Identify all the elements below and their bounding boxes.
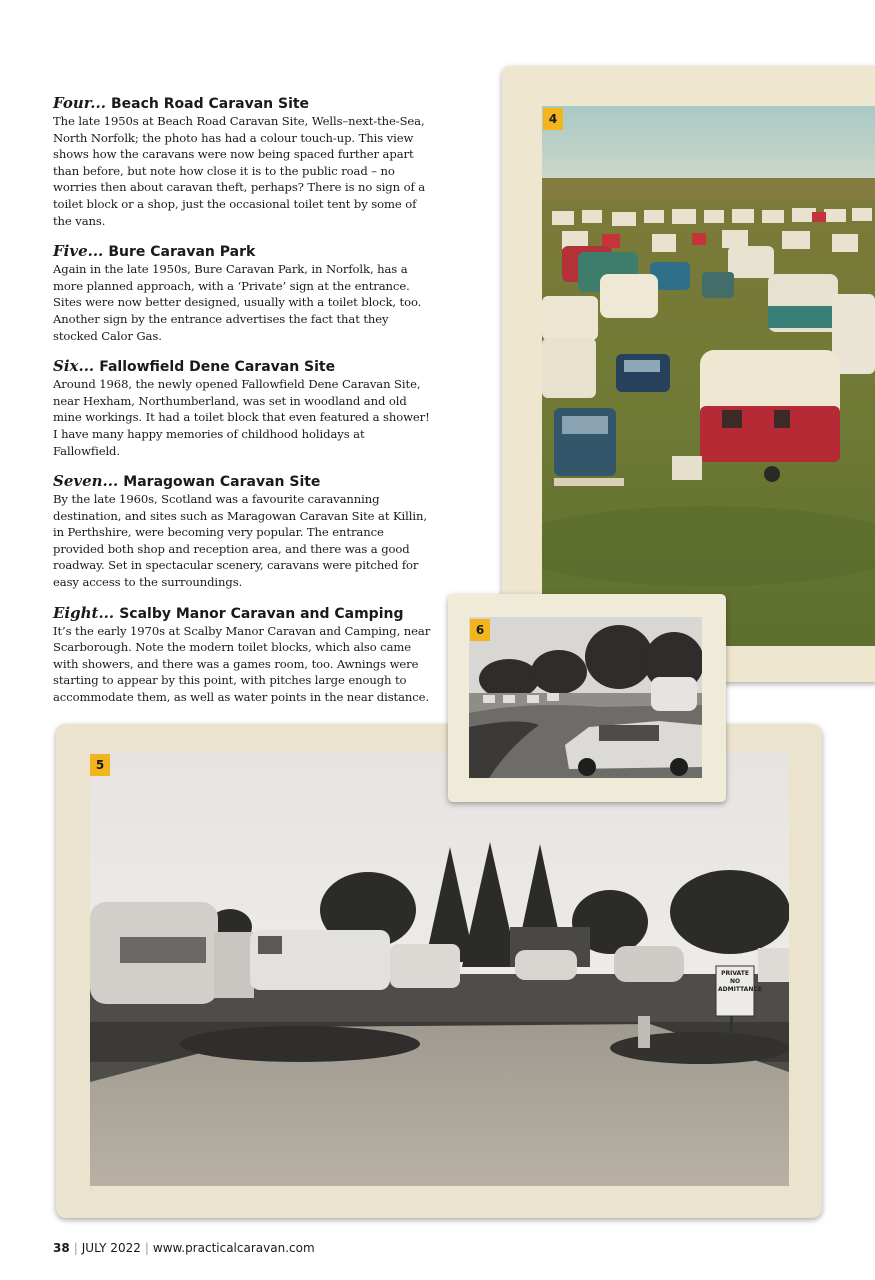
section-number: Seven...: [53, 472, 119, 491]
section-body: The late 1950s at Beach Road Caravan Site, Wells–next-the-Sea, North Norfolk; the photo has had a colour touch-up. This view shows how the caravans were now being spaced further apart than before, but note how close it is to the public road – no worries then about caravan theft, perhaps? There is no sign of a toilet block or a shop, just the occasional toilet tent by some of the vans.: [53, 114, 426, 228]
photo-4-image: [542, 106, 875, 646]
section-five: [53, 242, 431, 344]
photo-5-badge: 5: [90, 754, 110, 776]
section-title: Beach Road Caravan Site: [111, 96, 310, 112]
footer-separator: |: [144, 1241, 149, 1255]
section-four: [53, 94, 431, 229]
section-heading: [53, 242, 431, 261]
page-number: 38: [53, 1241, 70, 1255]
photo-4-badge: 4: [543, 108, 563, 130]
page-footer: [53, 1241, 315, 1255]
section-title: Bure Caravan Park: [108, 244, 256, 261]
section-body: By the late 1960s, Scotland was a favourite caravanning destination, and sites such as Maragowan Caravan Site at Killin, in Perthshire, were becoming very popular. The entrance provided both shop and reception area, and there was a good roadway. Set in spectacular scenery, caravans were pitched for easy access to the surroundings.: [53, 492, 427, 590]
section-title: Scalby Manor Caravan and Camping: [119, 605, 404, 622]
photo-4-scene: [542, 106, 875, 646]
photo-5-image: [90, 752, 789, 1186]
photo-6-scene: [469, 617, 702, 778]
section-number: Eight...: [53, 603, 115, 622]
section-eight: [53, 604, 431, 706]
photo-6-badge: 6: [470, 619, 490, 641]
section-heading: [53, 472, 431, 491]
section-body: Again in the late 1950s, Bure Caravan Park, in Norfolk, has a more planned approach, with a ‘Private’ sign at the entrance. Sites were now better designed, usually with a toilet block, too. Another sign by the entrance advertises the fact that they stocked Calor Gas.: [53, 262, 422, 343]
private-sign-text: PRIVATE NO ADMITTANCE: [718, 970, 762, 993]
website: www.practicalcaravan.com: [152, 1241, 315, 1255]
section-heading: [53, 357, 431, 376]
article-text: [53, 94, 431, 719]
footer-separator: |: [73, 1241, 78, 1255]
photo-6-image: [469, 617, 702, 778]
section-body: Around 1968, the newly opened Fallowfield Dene Caravan Site, near Hexham, Northumberland, was set in woodland and old mine workings. It had a toilet block that even featured a shower! I have many happy memories of childhood holidays at Fallowfield.: [53, 377, 430, 458]
section-title: Fallowfield Dene Caravan Site: [99, 359, 336, 376]
section-heading: [53, 94, 431, 113]
section-number: Four...: [53, 94, 106, 112]
section-six: [53, 357, 431, 459]
section-number: Five...: [53, 242, 104, 261]
section-body: It’s the early 1970s at Scalby Manor Caravan and Camping, near Scarborough. Note the modern toilet blocks, which also came with showers, and there was a games room, too. Awnings were starting to appear by this point, with pitches large enough to accommodate them, as well as water points in the near distance.: [53, 623, 431, 705]
section-title: Maragowan Caravan Site: [123, 474, 321, 491]
section-number: Six...: [53, 357, 95, 376]
photo-5-scene: [90, 752, 789, 1186]
issue-date: JULY 2022: [81, 1241, 141, 1255]
section-heading: [53, 604, 431, 623]
section-seven: [53, 472, 431, 591]
